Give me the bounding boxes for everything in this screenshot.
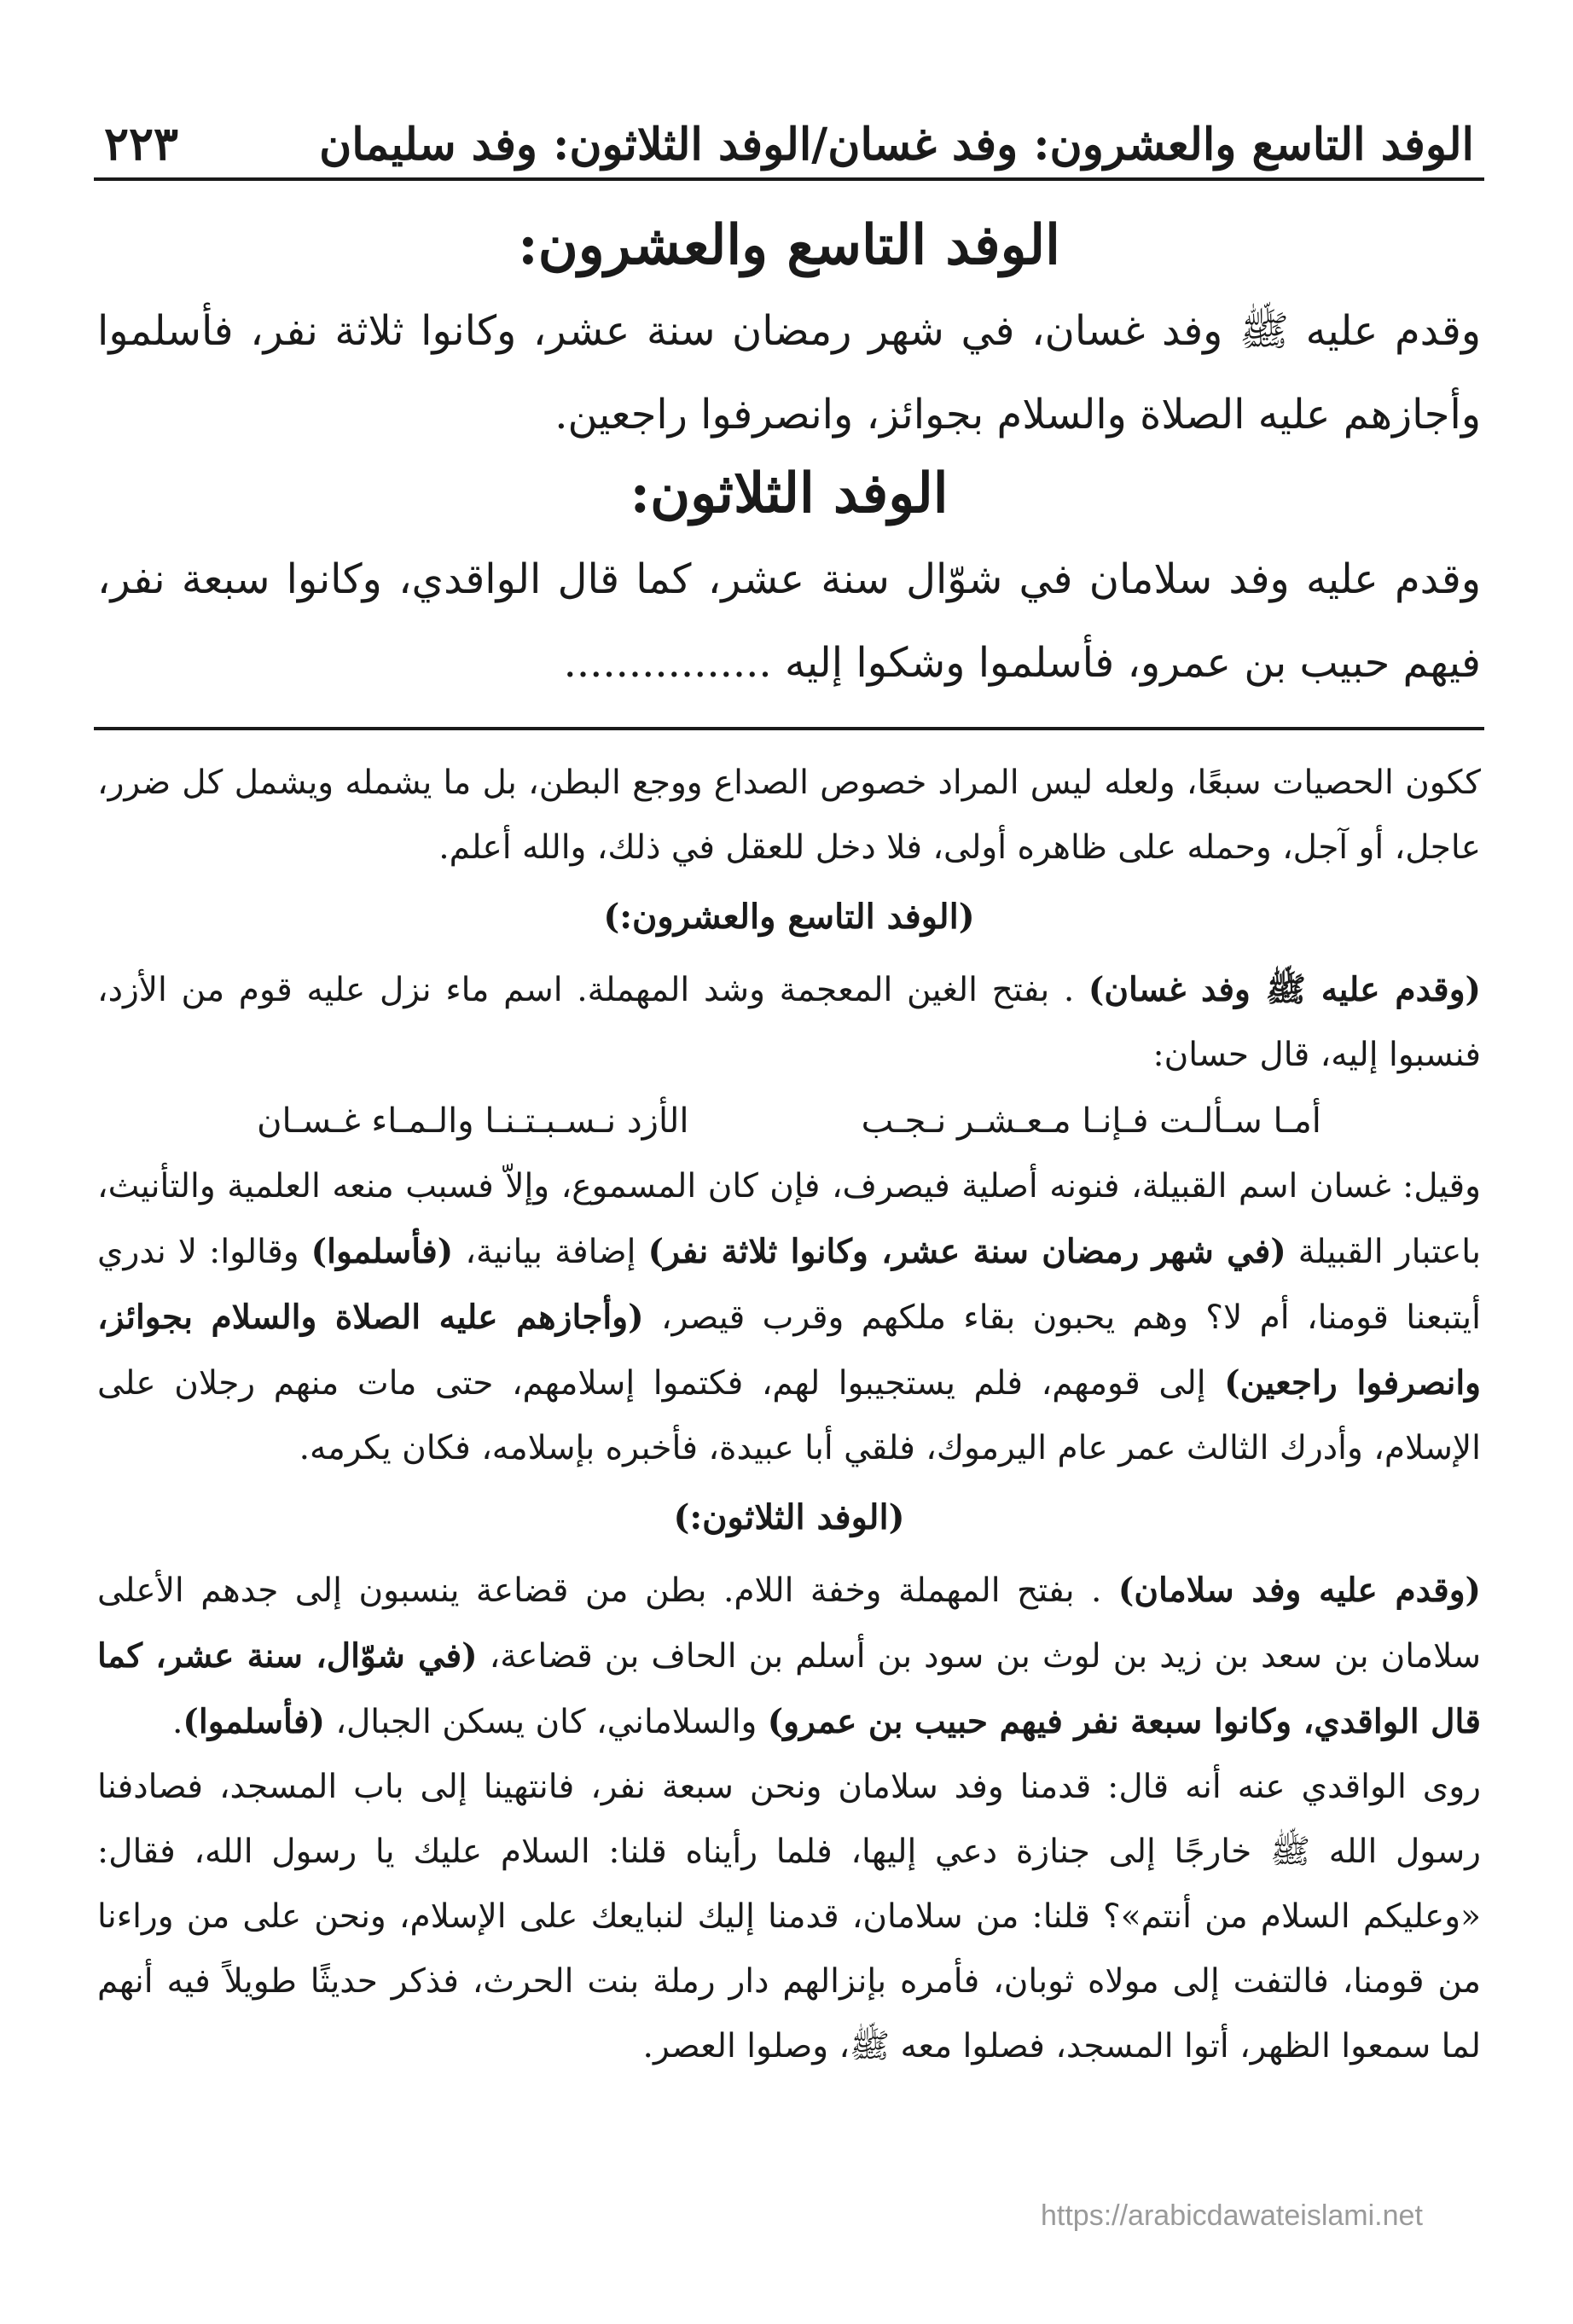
commentary-paragraph-2	[94, 957, 1484, 1088]
commentary-paragraph-3	[94, 1154, 1484, 1481]
commentary-text: وقالوا: لا ندري أيتبعنا قومنا، أم لا؟ وهم يحبون بقاء ملكهم وقرب قيصر،	[97, 1233, 1481, 1338]
commentary-heading-30: (الوفد الثلاثون:)	[673, 1497, 905, 1538]
continuation-dots: ................	[563, 639, 772, 688]
commentary-text: والسلاماني، كان يسكن الجبال،	[324, 1703, 768, 1742]
commentary-paragraph-4	[94, 1558, 1484, 1755]
section-heading-29: الوفد التاسع والعشرون:	[518, 213, 1060, 277]
watermark-url: https://arabicdawateislami.net	[1041, 2199, 1423, 2232]
main-paragraph-29: وقدم عليه ﷺ وفد غسان، في شهر رمضان سنة عشر، وكانوا ثلاثة نفر، فأسلموا وأجازهم عليه الصلاة والسلام بجوائز، وانصرفوا راجعين.	[97, 307, 1482, 439]
quoted-matn: (فأسلموا)	[311, 1232, 454, 1272]
poetry-verse	[94, 1088, 1484, 1154]
running-title: الوفد التاسع والعشرون: وفد غسان/الوفد الثلاثون: وفد سليمان	[319, 119, 1474, 171]
quoted-matn: (وقدم عليه وفد سلامان)	[1117, 1571, 1482, 1611]
commentary-text: . بفتح المهملة وخفة اللام. بطن من قضاعة ينسبون إلى جدهم الأعلى سلامان بن سعد بن زيد بن لوث بن سود بن أسلم بن الحاف بن قضاعة،	[97, 1572, 1481, 1676]
main-paragraph-30-text: وقدم عليه وفد سلامان في شوّال سنة عشر، كما قال الواقدي، وكانوا سبعة نفر، فيهم حبيب بن عمرو، فأسلموا وشكوا إليه	[97, 555, 1481, 688]
verse-second-hemistich: الأزد نـسـبـتـنـا والـمـاء غـسـان	[257, 1101, 689, 1142]
commentary-heading-29: (الوفد التاسع والعشرون:)	[603, 897, 975, 938]
quoted-matn: (وأجازهم عليه الصلاة والسلام بجوائز، وانصرفوا راجعين)	[97, 1298, 1481, 1403]
quoted-matn: (فأسلموا)	[183, 1702, 325, 1742]
running-header	[94, 85, 1484, 181]
book-page	[94, 85, 1484, 2079]
quoted-matn: (في شهر رمضان سنة عشر، وكانوا ثلاثة نفر)	[647, 1232, 1286, 1272]
commentary-text: . بفتح الغين المعجمة وشد المهملة. اسم ماء نزل عليه قوم من الأزد، فنسبوا إليه، قال حسان:	[97, 971, 1481, 1075]
commentary-paragraph-1: ككون الحصيات سبعًا، ولعله ليس المراد خصوص الصداع ووجع البطن، بل ما يشمله ويشمل كل ضرر، عاجل، أو آجل، وحمله على ظاهره أولى، فلا دخل للعقل في ذلك، والله أعلم.	[97, 764, 1481, 868]
footnote-separator	[94, 727, 1484, 730]
page-number: ٢٢٣	[104, 116, 179, 171]
quoted-matn: (وقدم عليه ﷺ وفد غسان)	[1088, 970, 1481, 1010]
commentary-text: .	[172, 1703, 183, 1742]
commentary-text: إضافة بيانية،	[453, 1233, 648, 1272]
quoted-matn: (في شوّال، سنة عشر، كما قال الواقدي، وكانوا سبعة نفر فيهم حبيب بن عمرو)	[97, 1636, 1481, 1742]
main-paragraph-30	[94, 537, 1484, 705]
commentary-text: إلى قومهم، فلم يستجيبوا لهم، فكتموا إسلامهم، حتى مات منهم رجلان على الإسلام، وأدرك الثالث عمر عام اليرموك، فلقي أبا عبيدة، فأخبره بإسلامه، فكان يكرمه.	[97, 1364, 1481, 1468]
commentary-paragraph-5: روى الواقدي عنه أنه قال: قدمنا وفد سلامان ونحن سبعة نفر، فانتهينا إلى باب المسجد، فصادفنا رسول الله ﷺ خارجًا إلى جنازة دعي إليها، فلما رأيناه قلنا: السلام عليك يا رسول الله، فقال: «وعليكم السلام من أنتم»؟ قلنا: من سلامان، قدمنا إليك لنبايعك على الإسلام، ونحن على من وراءنا من قومنا، فالتفت إلى مولاه ثوبان، فأمره بإنزالهم دار رملة بنت الحرث، فذكر حديثًا طويلاً فيه أنهم لما سمعوا الظهر، أتوا المسجد، فصلوا معه ﷺ، وصلوا العصر.	[97, 1768, 1481, 2066]
section-heading-30: الوفد الثلاثون:	[630, 462, 949, 526]
verse-first-hemistich: أمـا سـألـت فـإنـا مـعـشـر نـجـب	[861, 1101, 1321, 1142]
commentary-text: وقيل: غسان اسم القبيلة، فنونه أصلية فيصرف، فإن كان المسموع، وإلاّ فسبب منعه العلمية والتأنيث، باعتبار القبيلة	[97, 1167, 1482, 1272]
